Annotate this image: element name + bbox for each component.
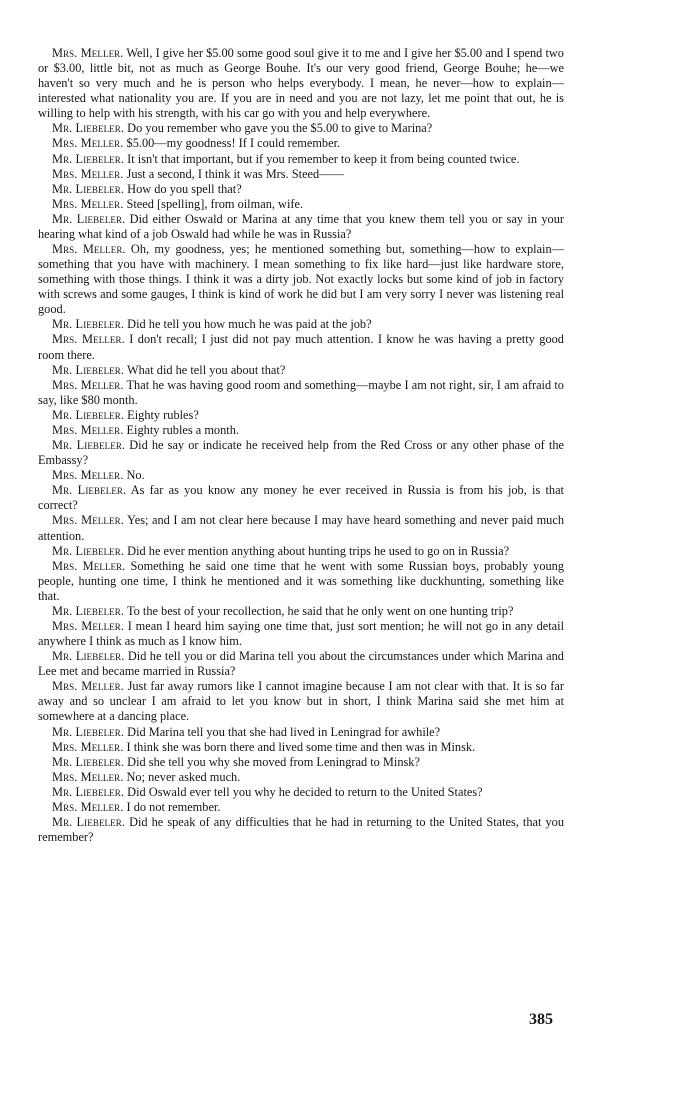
testimony-text: Well, I give her $5.00 some good soul give it to me and I give her $5.00 and I spend two or $3.00, little bit, not as much as George Bouhe. It's our very good friend, George Bouhe; he—we haven't so very much and he is person who helps everybody. I mean, he never—how to explain—interested what nationality you are. If you are in need and you are not lazy, let me point that out, he is willing to help with his strength, with his car go with you and help everywhere.	[38, 46, 564, 121]
testimony-paragraph	[38, 332, 564, 362]
testimony-text: I mean I heard him saying one time that, just sort mention; he will not go in any detail anywhere I think as much as I know him.	[38, 618, 565, 649]
testimony-text: It isn't that important, but if you remember to keep it from being counted twice.	[127, 151, 520, 166]
testimony-paragraph	[38, 770, 564, 785]
testimony-text: Did he speak of any difficulties that he had in returning to the United States, that you remember?	[38, 814, 564, 845]
testimony-text: No; never asked much.	[126, 769, 241, 784]
testimony-paragraph	[38, 136, 564, 151]
speaker-name: Mrs. Meller.	[52, 468, 124, 483]
testimony-text: Did Oswald ever tell you why he decided to return to the United States?	[127, 784, 483, 799]
speaker-name: Mr. Liebeler.	[52, 211, 126, 226]
testimony-paragraph	[38, 317, 564, 332]
testimony-paragraph	[38, 815, 564, 845]
testimony-paragraph	[38, 242, 564, 317]
testimony-paragraph	[38, 544, 564, 559]
testimony-paragraph	[38, 378, 564, 408]
speaker-name: Mr. Liebeler.	[52, 543, 125, 558]
speaker-name: Mrs. Meller.	[52, 46, 124, 60]
testimony-text: Yes; and I am not clear here because I may have heard something and never paid much attention.	[38, 513, 564, 543]
testimony-paragraph	[38, 679, 564, 724]
testimony-paragraph	[38, 785, 564, 800]
speaker-name: Mrs. Meller.	[52, 422, 124, 437]
testimony-text: Did either Oswald or Marina at any time that you knew them tell you or say in your hearing what kind of a job Oswald had while he was in Russia?	[38, 211, 564, 241]
speaker-name: Mr. Liebeler.	[52, 151, 125, 166]
speaker-name: Mrs. Meller.	[52, 739, 124, 754]
speaker-name: Mrs. Meller.	[52, 196, 124, 211]
testimony-text: I do not remember.	[126, 799, 221, 814]
testimony-paragraph	[38, 468, 564, 483]
testimony-paragraph	[38, 740, 564, 755]
testimony-text: Oh, my goodness, yes; he mentioned something but, something—how to explain—something that you have with machinery. I mean something to fix like hard—just like hardware store, something with those things. I think it was a dirty job. Not exactly locks but some kind of job in factory with screws and some gauges, I think is kind of work he did but I am very sorry I never was listening real good.	[38, 242, 565, 317]
speaker-name: Mrs. Meller.	[52, 769, 124, 784]
speaker-name: Mr. Liebeler.	[52, 814, 126, 829]
testimony-paragraph	[38, 408, 564, 423]
testimony-paragraph	[38, 197, 564, 212]
testimony-text: Just a second, I think it was Mrs. Steed——	[126, 166, 344, 181]
testimony-text: Did he tell you or did Marina tell you about the circumstances under which Marina and Lee met and became married in Russia?	[38, 649, 564, 679]
testimony-text: Steed [spelling], from oilman, wife.	[126, 196, 304, 211]
testimony-paragraph	[38, 800, 564, 815]
testimony-paragraph	[38, 167, 564, 182]
speaker-name: Mr. Liebeler.	[52, 603, 125, 618]
testimony-paragraph	[38, 649, 564, 679]
speaker-name: Mr. Liebeler.	[52, 121, 125, 136]
testimony-text: Did he say or indicate he received help from the Red Cross or any other phase of the Embassy?	[38, 438, 564, 468]
speaker-name: Mrs. Meller.	[52, 618, 125, 633]
testimony-text: That he was having good room and something—maybe I am not right, sir, I am afraid to say, like $80 month.	[38, 377, 564, 407]
testimony-paragraph	[38, 483, 564, 513]
transcript-page	[38, 46, 564, 845]
speaker-name: Mrs. Meller.	[52, 166, 124, 181]
speaker-name: Mr. Liebeler.	[52, 407, 125, 422]
speaker-name: Mrs. Meller.	[52, 242, 126, 257]
testimony-paragraph	[38, 604, 564, 619]
testimony-text: Eighty rubles?	[127, 407, 199, 422]
testimony-text: How do you spell that?	[127, 181, 242, 196]
testimony-text: $5.00—my goodness! If I could remember.	[126, 136, 341, 151]
speaker-name: Mr. Liebeler.	[52, 181, 125, 196]
testimony-paragraph	[38, 559, 564, 604]
testimony-paragraph	[38, 46, 564, 121]
speaker-name: Mr. Liebeler.	[52, 483, 127, 498]
speaker-name: Mr. Liebeler.	[52, 649, 125, 664]
testimony-text: I don't recall; I just did not pay much attention. I know he was having a pretty good room there.	[38, 332, 564, 362]
testimony-text: Do you remember who gave you the $5.00 to give to Marina?	[127, 121, 433, 136]
testimony-text: Something he said one time that he went with some Russian boys, probably young people, hunting one time, I think he mentioned and it was something like duckhunting, something like that.	[38, 558, 565, 603]
testimony-text: Did he ever mention anything about hunting trips he used to go on in Russia?	[127, 543, 510, 558]
testimony-paragraph	[38, 212, 564, 242]
testimony-paragraph	[38, 121, 564, 136]
page-number: 385	[529, 1011, 553, 1028]
testimony-text: Did Marina tell you that she had lived in Leningrad for awhile?	[127, 724, 441, 739]
speaker-name: Mrs. Meller.	[52, 377, 124, 392]
testimony-text: To the best of your recollection, he said that he only went on one hunting trip?	[126, 603, 514, 618]
testimony-paragraph	[38, 182, 564, 197]
testimony-paragraph	[38, 423, 564, 438]
testimony-paragraph	[38, 725, 564, 740]
testimony-text: As far as you know any money he ever received in Russia is from his job, is that correct?	[38, 483, 564, 513]
speaker-name: Mrs. Meller.	[52, 332, 125, 347]
speaker-name: Mrs. Meller.	[52, 679, 124, 694]
testimony-text: What did he tell you about that?	[126, 362, 286, 377]
testimony-paragraph	[38, 363, 564, 378]
speaker-name: Mrs. Meller.	[52, 799, 124, 814]
speaker-name: Mr. Liebeler.	[52, 438, 126, 453]
transcript-body	[38, 46, 564, 845]
speaker-name: Mr. Liebeler.	[52, 362, 125, 377]
testimony-paragraph	[38, 619, 564, 649]
testimony-text: Just far away rumors like I cannot imagine because I am not clear with that. It is so far away and so unclear I am afraid to let you know but in short, I think Marina said she met him at somewhere at a dancing place.	[38, 679, 564, 724]
speaker-name: Mr. Liebeler.	[52, 724, 125, 739]
testimony-paragraph	[38, 755, 564, 770]
testimony-text: Did he tell you how much he was paid at the job?	[127, 317, 372, 332]
testimony-text: Did she tell you why she moved from Leningrad to Minsk?	[127, 754, 420, 769]
speaker-name: Mrs. Meller.	[52, 136, 124, 151]
testimony-paragraph	[38, 513, 564, 543]
speaker-name: Mr. Liebeler.	[52, 784, 125, 799]
testimony-paragraph	[38, 152, 564, 167]
speaker-name: Mrs. Meller.	[52, 558, 126, 573]
testimony-text: No.	[126, 468, 145, 483]
testimony-text: Eighty rubles a month.	[126, 422, 239, 437]
testimony-text: I think she was born there and lived some time and then was in Minsk.	[126, 739, 476, 754]
speaker-name: Mr. Liebeler.	[52, 754, 125, 769]
testimony-paragraph	[38, 438, 564, 468]
speaker-name: Mrs. Meller.	[52, 513, 124, 528]
speaker-name: Mr. Liebeler.	[52, 317, 125, 332]
